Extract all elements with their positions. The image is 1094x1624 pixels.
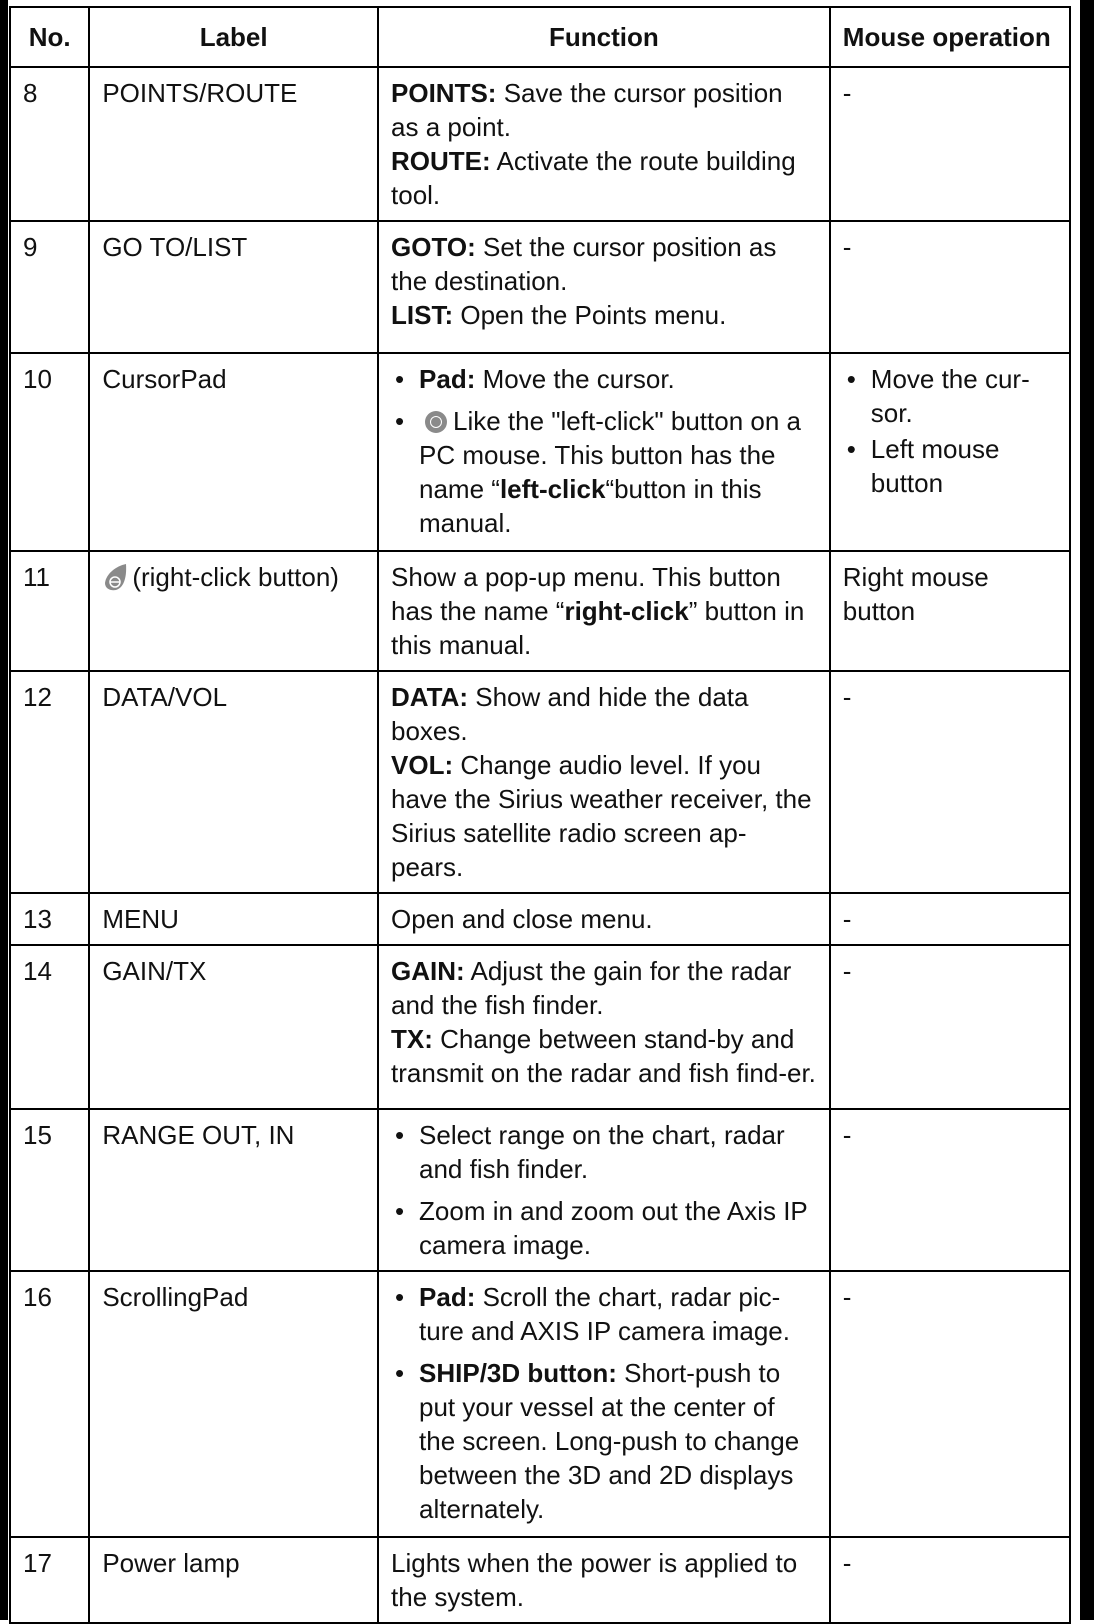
bullet-item: • Left mouse button	[843, 432, 1057, 500]
header-label: Label	[89, 7, 378, 67]
cell-mouse	[830, 353, 1070, 551]
header-mouse-operation: Mouse operation	[830, 7, 1070, 67]
function-line: DATA: Show and hide the data boxes.	[391, 682, 749, 746]
table-row	[10, 945, 1070, 1109]
cell-label: DATA/VOL	[89, 671, 378, 893]
function-line: TX: Change between stand-by and transmit on the radar and fish find-er.	[391, 1024, 816, 1088]
cell-function	[378, 353, 830, 551]
bullet-item: • Like the "left-click" button on a PC mouse. This button has the name “left-click“button in this manual.	[391, 404, 817, 540]
table-row	[10, 1109, 1070, 1271]
cell-label: MENU	[89, 893, 378, 945]
function-bullets	[391, 362, 817, 540]
table-row	[10, 353, 1070, 551]
header-function: Function	[378, 7, 830, 67]
cell-function	[378, 1271, 830, 1537]
cell-function: Open and close menu.	[378, 893, 830, 945]
cell-label: GAIN/TX	[89, 945, 378, 1109]
cell-function	[378, 671, 830, 893]
header-no: No.	[10, 7, 89, 67]
label-text: (right-click button)	[132, 562, 339, 592]
table-row	[10, 551, 1070, 671]
function-line: GAIN: Adjust the gain for the radar and the fish finder.	[391, 956, 792, 1020]
table-row	[10, 221, 1070, 353]
table-row	[10, 893, 1070, 945]
bullet-item: • Select range on the chart, radar and fish finder.	[391, 1118, 817, 1186]
cell-function: Lights when the power is applied to the system.	[378, 1537, 830, 1623]
cell-label: RANGE OUT, IN	[89, 1109, 378, 1271]
cell-mouse: -	[830, 67, 1070, 221]
table-row	[10, 1271, 1070, 1537]
function-line: LIST: Open the Points menu.	[391, 300, 727, 330]
cell-no: 11	[10, 551, 89, 671]
cell-label: ScrollingPad	[89, 1271, 378, 1537]
cell-label: CursorPad	[89, 353, 378, 551]
table-row	[10, 1537, 1070, 1623]
cell-mouse: Right mouse button	[830, 551, 1070, 671]
function-line: ROUTE: Activate the route building tool.	[391, 146, 796, 210]
cell-no: 16	[10, 1271, 89, 1537]
mouse-bullets	[843, 362, 1057, 500]
left-border-bar	[0, 0, 8, 1620]
cell-no: 14	[10, 945, 89, 1109]
table-row	[10, 67, 1070, 221]
cell-no: 15	[10, 1109, 89, 1271]
cell-mouse: -	[830, 1109, 1070, 1271]
cell-no: 17	[10, 1537, 89, 1623]
cell-mouse: -	[830, 893, 1070, 945]
function-line: GOTO: Set the cursor position as the destination.	[391, 232, 777, 296]
cell-function	[378, 1109, 830, 1271]
table-row	[10, 671, 1070, 893]
bullet-item: • Pad: Scroll the chart, radar pic-ture and AXIS IP camera image.	[391, 1280, 817, 1348]
left-click-button-icon	[425, 411, 447, 433]
bullet-item: • Pad: Move the cursor.	[391, 362, 817, 396]
cell-function	[378, 221, 830, 353]
controls-table	[9, 6, 1071, 1624]
bullet-item: • Zoom in and zoom out the Axis IP camera image.	[391, 1194, 817, 1262]
cell-no: 9	[10, 221, 89, 353]
bullet-item: • Move the cur-sor.	[843, 362, 1057, 430]
cell-no: 12	[10, 671, 89, 893]
bullet-item: • SHIP/3D button: Short-push to put your vessel at the center of the screen. Long-push to change between the 3D and 2D displays alternately.	[391, 1356, 817, 1526]
cell-mouse: -	[830, 1271, 1070, 1537]
cell-function	[378, 945, 830, 1109]
cell-mouse: -	[830, 671, 1070, 893]
right-border-bar	[1080, 0, 1094, 1620]
cell-mouse: -	[830, 945, 1070, 1109]
function-line: POINTS: Save the cursor position as a point.	[391, 78, 783, 142]
cell-label: GO TO/LIST	[89, 221, 378, 353]
cell-label	[89, 551, 378, 671]
cell-no: 10	[10, 353, 89, 551]
cell-mouse: -	[830, 1537, 1070, 1623]
table-header-row	[10, 7, 1070, 67]
cell-label: POINTS/ROUTE	[89, 67, 378, 221]
cell-mouse: -	[830, 221, 1070, 353]
function-line: VOL: Change audio level. If you have the Sirius weather receiver, the Sirius satellite radio screen ap-pears.	[391, 750, 812, 882]
right-click-button-icon	[102, 562, 130, 600]
cell-function	[378, 67, 830, 221]
function-bullets	[391, 1280, 817, 1526]
cell-label: Power lamp	[89, 1537, 378, 1623]
function-bullets	[391, 1118, 817, 1262]
cell-function: Show a pop-up menu. This button has the name “right-click” button in this manual.	[378, 551, 830, 671]
cell-no: 13	[10, 893, 89, 945]
cell-no: 8	[10, 67, 89, 221]
